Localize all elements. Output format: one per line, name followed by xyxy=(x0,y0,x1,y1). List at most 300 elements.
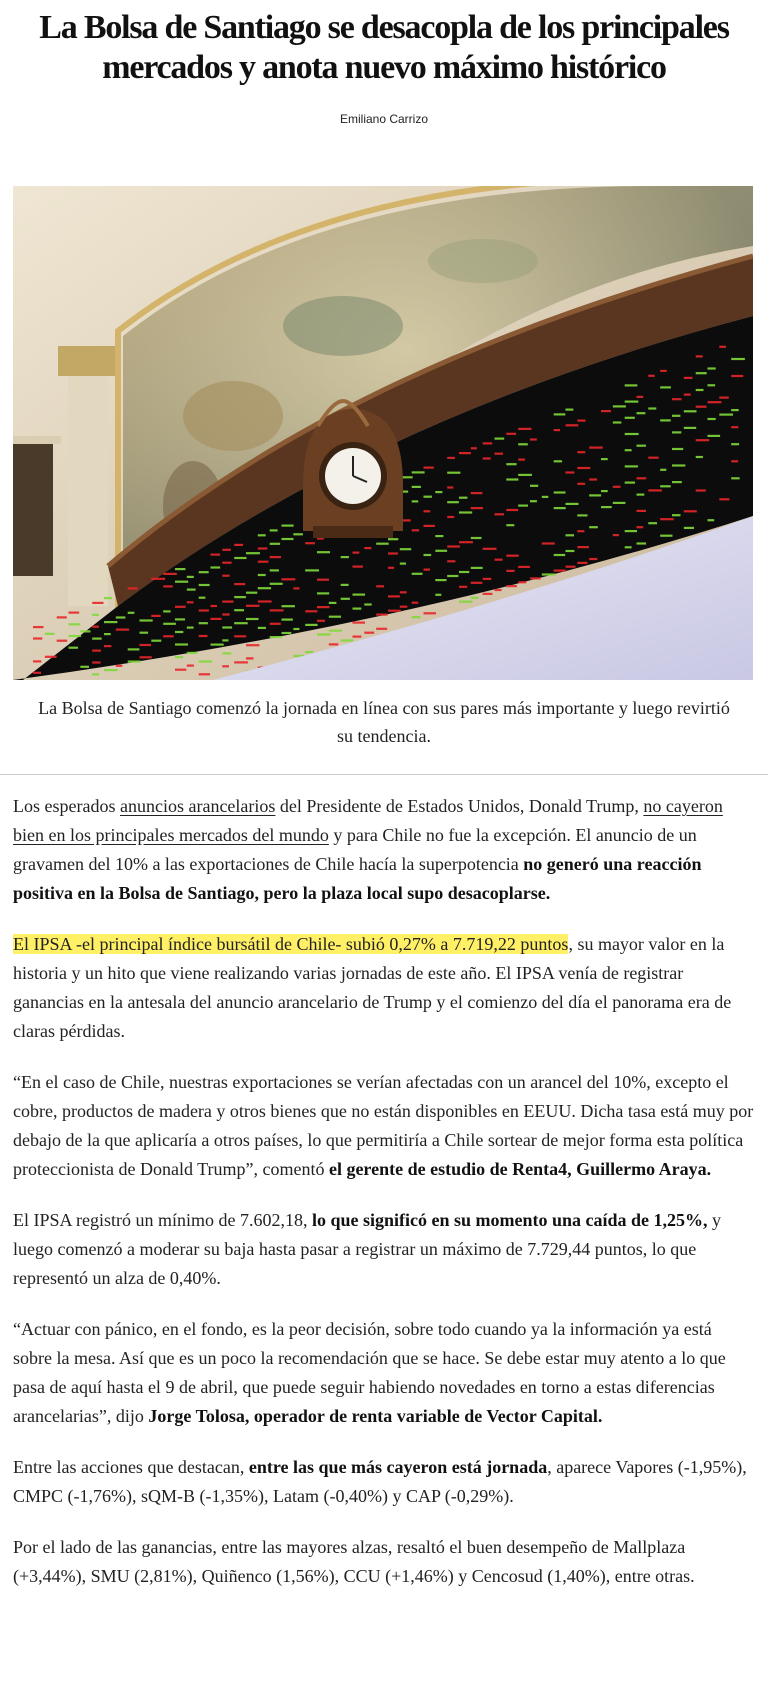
ticker-light xyxy=(719,414,733,416)
ticker-light xyxy=(696,439,710,441)
ticker-light xyxy=(708,418,716,420)
ticker-light xyxy=(589,478,597,480)
ticker-light xyxy=(447,516,454,518)
ticker-light xyxy=(222,652,231,654)
ticker-light xyxy=(69,647,79,649)
image-caption: La Bolsa de Santiago comenzó la jornada en línea con sus pares más importante y luego revirtió su tendencia. xyxy=(38,698,730,746)
ticker-light xyxy=(625,465,638,467)
ticker-light xyxy=(258,561,269,563)
ticker-light xyxy=(648,489,662,491)
ticker-light xyxy=(175,581,188,583)
ticker-light xyxy=(577,451,585,453)
ticker-light xyxy=(234,544,243,546)
ticker-light xyxy=(577,420,585,422)
ticker-light xyxy=(128,648,140,650)
ticker-light xyxy=(128,612,135,614)
ticker-light xyxy=(199,609,209,611)
ticker-light xyxy=(447,457,455,459)
ticker-light xyxy=(211,554,221,556)
ticker-light xyxy=(282,525,294,527)
ticker-light xyxy=(625,546,632,548)
ticker-light xyxy=(187,665,194,667)
ticker-light xyxy=(483,578,492,580)
ticker-light xyxy=(33,626,44,628)
ticker-light xyxy=(625,401,639,403)
ticker-light xyxy=(530,577,541,579)
ticker-light xyxy=(388,567,394,569)
ticker-light xyxy=(731,460,738,462)
ticker-light xyxy=(542,573,556,575)
ticker-light xyxy=(696,406,707,408)
ticker-light xyxy=(566,409,574,411)
ticker-light xyxy=(388,552,398,554)
ticker-light xyxy=(530,485,538,487)
ticker-light xyxy=(613,421,622,423)
ticker-light xyxy=(353,566,363,568)
ticker-light xyxy=(116,665,123,667)
ticker-light xyxy=(270,636,282,638)
hall-column-capital xyxy=(58,346,118,376)
ticker-light xyxy=(258,534,266,536)
ticker-light xyxy=(506,433,516,435)
ticker-light xyxy=(246,618,259,620)
ticker-light xyxy=(388,538,398,540)
ticker-light xyxy=(731,426,738,428)
ticker-light xyxy=(258,627,266,629)
ticker-light xyxy=(471,492,483,494)
ticker-light xyxy=(400,563,406,565)
paragraph-4: El IPSA registró un mínimo de 7.602,18, lo que significó en su momento una caída de 1,25%, y luego comenzó a moderar su baja hasta pasar a registrar un máximo de 7.729,44 puntos, lo que representó un alza de 0,40%. xyxy=(13,1210,722,1288)
ticker-light xyxy=(672,481,682,483)
ticker-light xyxy=(459,586,467,588)
ticker-light xyxy=(175,669,186,671)
ticker-light xyxy=(341,556,349,558)
ticker-light xyxy=(116,629,129,631)
ticker-light xyxy=(80,666,89,668)
ticker-light xyxy=(506,463,516,465)
divider xyxy=(0,774,768,775)
ticker-light xyxy=(175,656,183,658)
ticker-light xyxy=(353,594,366,596)
ticker-light xyxy=(258,574,266,576)
ticker-light xyxy=(625,384,638,386)
ticker-light xyxy=(696,389,704,391)
ticker-light xyxy=(435,491,442,493)
ticker-light xyxy=(104,621,117,623)
ticker-light xyxy=(92,626,99,628)
ticker-light xyxy=(495,453,504,455)
ticker-light xyxy=(234,596,246,598)
ticker-light xyxy=(424,496,432,498)
ticker-light xyxy=(199,673,210,675)
ticker-light xyxy=(577,483,585,485)
ticker-light xyxy=(672,464,685,466)
ticker-light xyxy=(601,410,611,412)
ticker-light xyxy=(542,542,555,544)
ticker-light xyxy=(222,575,229,577)
ticker-light xyxy=(246,552,260,554)
ticker-light xyxy=(199,584,210,586)
ticker-light xyxy=(199,571,209,573)
ticker-light xyxy=(577,530,584,532)
ticker-light xyxy=(601,506,612,508)
ticker-light xyxy=(719,346,726,348)
ticker-light xyxy=(637,412,646,414)
ticker-light xyxy=(116,616,126,618)
ticker-light xyxy=(554,570,566,572)
paragraph-7: Por el lado de las ganancias, entre las mayores alzas, resaltó el buen desempeño de Mallplaza (+3,44%), SMU (2,81%), Quiñenco (1,56%), CCU (+1,46%) y Cencosud (1,40%), entre otras. xyxy=(13,1537,695,1586)
ticker-light xyxy=(554,429,560,431)
ticker-light xyxy=(33,672,41,674)
ticker-light xyxy=(175,568,185,570)
ticker-light xyxy=(672,514,681,516)
ticker-light xyxy=(542,496,549,498)
ticker-light xyxy=(199,622,208,624)
ticker-light xyxy=(648,407,656,409)
ticker-light xyxy=(459,497,467,499)
ticker-light xyxy=(222,639,228,641)
ticker-light xyxy=(625,482,635,484)
ticker-light xyxy=(305,651,313,653)
ticker-light xyxy=(459,601,472,603)
ticker-light xyxy=(293,587,299,589)
ticker-light xyxy=(613,502,626,504)
ticker-light xyxy=(660,469,666,471)
ticker-light xyxy=(684,510,697,512)
paragraph-2: El IPSA -el principal índice bursátil de Chile- subió 0,27% a 7.719,22 puntos, su mayor valor en la historia y un hito que viene realizando varias jornadas de este año. El IPSA venía de registrar ganancias en la antesala del anuncio arancelario de Trump y el comienzo del día el panorama era de claras pérdidas. xyxy=(13,934,732,1041)
ticker-light xyxy=(412,471,425,473)
ticker-light xyxy=(589,558,597,560)
ticker-light xyxy=(329,602,337,604)
ticker-light xyxy=(506,585,517,587)
ticker-light xyxy=(648,522,657,524)
ticker-light xyxy=(672,448,683,450)
ticker-light xyxy=(293,533,303,535)
ticker-light xyxy=(447,486,453,488)
ticker-light xyxy=(708,384,716,386)
ticker-light xyxy=(234,583,245,585)
ticker-light xyxy=(104,669,118,671)
ticker-light xyxy=(506,478,518,480)
ticker-light xyxy=(317,620,325,622)
ticker-light xyxy=(234,609,244,611)
ticker-light xyxy=(140,644,152,646)
ticker-light xyxy=(672,415,680,417)
ticker-light xyxy=(282,605,295,607)
ticker-light xyxy=(92,673,99,675)
ticker-light xyxy=(518,505,528,507)
ticker-light xyxy=(317,606,329,608)
ticker-light xyxy=(400,548,411,550)
ticker-light xyxy=(566,534,575,536)
ticker-light xyxy=(660,535,672,537)
ticker-light xyxy=(495,438,505,440)
ticker-light xyxy=(57,616,67,618)
ticker-light xyxy=(424,525,435,527)
ticker-light xyxy=(282,632,292,634)
ticker-light xyxy=(270,623,281,625)
ticker-light xyxy=(341,584,349,586)
ticker-light xyxy=(92,650,101,652)
ticker-light xyxy=(211,566,221,568)
ticker-light xyxy=(412,529,419,531)
ticker-light xyxy=(719,498,729,500)
ticker-light xyxy=(708,519,715,521)
ticker-light xyxy=(518,443,528,445)
ticker-light xyxy=(222,562,231,564)
ticker-light xyxy=(459,511,472,513)
ticker-light xyxy=(696,489,706,491)
ticker-light xyxy=(471,567,483,569)
ticker-light xyxy=(435,535,443,537)
ticker-light xyxy=(222,626,232,628)
ticker-light xyxy=(270,569,279,571)
ticker-light xyxy=(246,605,260,607)
ticker-light xyxy=(459,571,469,573)
ticker-light xyxy=(163,623,176,625)
ticker-light xyxy=(660,386,671,388)
ticker-light xyxy=(518,474,532,476)
ticker-light xyxy=(483,548,497,550)
ticker-light xyxy=(447,501,459,503)
ticker-light xyxy=(199,660,213,662)
ticker-light xyxy=(317,633,331,635)
ticker-light xyxy=(293,628,299,630)
ticker-light xyxy=(613,405,626,407)
ticker-light xyxy=(246,644,259,646)
ticker-light xyxy=(222,601,233,603)
ticker-light xyxy=(412,573,423,575)
ticker-light xyxy=(577,514,587,516)
link-mercados-del-mundo[interactable]: no cayeron bien en los principales mercados del mundo xyxy=(13,796,723,845)
ticker-light xyxy=(69,623,81,625)
ticker-light xyxy=(128,661,141,663)
ticker-light xyxy=(696,355,703,357)
ticker-light xyxy=(69,612,80,614)
ticker-light xyxy=(589,494,601,496)
ticker-light xyxy=(45,656,57,658)
ticker-light xyxy=(601,458,608,460)
ticker-light xyxy=(530,438,537,440)
ticker-light xyxy=(69,635,82,637)
ticker-light xyxy=(234,622,248,624)
ticker-light xyxy=(270,609,284,611)
ticker-light xyxy=(495,589,502,591)
ticker-light xyxy=(364,603,371,605)
ticker-light xyxy=(625,449,632,451)
article-body xyxy=(13,792,755,1613)
ticker-light xyxy=(341,598,350,600)
ticker-light xyxy=(424,510,431,512)
ticker-light xyxy=(33,637,42,639)
ticker-light xyxy=(554,554,566,556)
ticker-light xyxy=(45,633,55,635)
ticker-light xyxy=(625,530,637,532)
ticker-light xyxy=(175,643,188,645)
ticker-light xyxy=(163,585,173,587)
ticker-light xyxy=(270,529,278,531)
ticker-light xyxy=(684,410,697,412)
ticker-light xyxy=(57,640,67,642)
ticker-light xyxy=(128,587,138,589)
ticker-light xyxy=(613,486,621,488)
ticker-light xyxy=(731,443,739,445)
ticker-light xyxy=(246,592,257,594)
ticker-light xyxy=(459,452,471,454)
ticker-light xyxy=(163,635,174,637)
ticker-light xyxy=(731,409,739,411)
ticker-light xyxy=(353,552,360,554)
ticker-light xyxy=(329,616,341,618)
ticker-light xyxy=(187,652,198,654)
ticker-light xyxy=(672,431,681,433)
ticker-light xyxy=(459,541,473,543)
ticker-light xyxy=(364,632,374,634)
ticker-light xyxy=(329,630,342,632)
ticker-light xyxy=(412,500,419,502)
ticker-light xyxy=(708,401,722,403)
ticker-light xyxy=(187,589,196,591)
ticker-light xyxy=(719,397,729,399)
ticker-light xyxy=(471,582,483,584)
ticker-light xyxy=(199,635,208,637)
ticker-light xyxy=(731,358,745,360)
ticker-light xyxy=(140,656,152,658)
ticker-light xyxy=(495,559,503,561)
ticker-light xyxy=(400,606,408,608)
ticker-light xyxy=(317,592,329,594)
ticker-light xyxy=(447,545,460,547)
ticker-light xyxy=(435,579,446,581)
ticker-light xyxy=(376,614,387,616)
ticker-light xyxy=(637,494,645,496)
ticker-light xyxy=(530,500,537,502)
ticker-light xyxy=(637,510,647,512)
ticker-light xyxy=(104,645,111,647)
paragraph-3: “En el caso de Chile, nuestras exportaciones se verían afectadas con un arancel del 10%, excepto el cobre, productos de madera y otros bienes que no están disponibles en EEUU. Dicha tasa está muy por debajo de la que aplicaría a otros países, lo que permitiría a Chile sortear de mejor forma esta política proteccionista de Donald Trump”, comentó el gerente de estudio de Renta4, Guillermo Araya. xyxy=(13,1072,754,1179)
ticker-light xyxy=(495,513,505,515)
ticker-light xyxy=(424,569,431,571)
ticker-light xyxy=(353,622,366,624)
ticker-light xyxy=(364,547,371,549)
ticker-light xyxy=(637,477,647,479)
ticker-light xyxy=(506,570,514,572)
ticker-light xyxy=(684,394,691,396)
ticker-light xyxy=(506,524,514,526)
ticker-light xyxy=(353,608,362,610)
ticker-light xyxy=(305,624,317,626)
ticker-light xyxy=(506,509,518,511)
ticker-light xyxy=(684,527,694,529)
ticker-light xyxy=(222,665,229,667)
ticker-light xyxy=(660,419,671,421)
ticker-light xyxy=(258,547,268,549)
ticker-light xyxy=(175,606,186,608)
ticker-light xyxy=(163,573,177,575)
ticker-light xyxy=(270,583,283,585)
ticker-light xyxy=(376,585,384,587)
ticker-light xyxy=(471,507,483,509)
ticker-light xyxy=(317,579,329,581)
ticker-light xyxy=(317,551,330,553)
ticker-light xyxy=(246,657,254,659)
ticker-light xyxy=(282,619,293,621)
ticker-light xyxy=(412,602,419,604)
ticker-light xyxy=(447,472,460,474)
ticker-light xyxy=(187,576,194,578)
ticker-light xyxy=(435,594,441,596)
ticker-light xyxy=(637,526,644,528)
ticker-light xyxy=(388,610,401,612)
ticker-light xyxy=(660,485,671,487)
paragraph-6: Entre las acciones que destacan, entre las que más cayeron está jornada, aparece Vapores (-1,95%), CMPC (-1,76%), sQM-B (-1,35%), Latam (-0,40%) y CAP (-0,29%). xyxy=(13,1457,747,1506)
hall-window xyxy=(13,436,53,576)
ticker-light xyxy=(211,605,218,607)
article-title: La Bolsa de Santiago se desacopla de los principales mercados y anota nuevo máximo histórico xyxy=(39,9,729,86)
ticker-light xyxy=(92,602,103,604)
ticker-light xyxy=(554,460,562,462)
ticker-light xyxy=(175,631,183,633)
ticker-light xyxy=(447,575,458,577)
ticker-light xyxy=(648,457,658,459)
ticker-light xyxy=(483,442,493,444)
ticker-light xyxy=(637,445,646,447)
link-anuncios-arancelarios[interactable]: anuncios arancelarios xyxy=(119,796,276,816)
ticker-light xyxy=(234,661,248,663)
ticker-light xyxy=(708,367,716,369)
article-author[interactable]: Emiliano Carrizo xyxy=(339,112,429,126)
ticker-light xyxy=(731,375,743,377)
ticker-light xyxy=(376,543,389,545)
ticker-light xyxy=(566,566,576,568)
ticker-light xyxy=(589,526,598,528)
article-hero-image xyxy=(13,186,753,680)
paragraph-1: Los esperados anuncios arancelarios del Presidente de Estados Unidos, Donald Trump, no cayeron bien en los principales mercados del mundo y para Chile no fue la excepción. El anuncio de un gravamen del 10% a las exportaciones de Chile hacía la superpotencia no generó una reacción positiva en la Bolsa de Santiago, pero la plaza local supo desacoplarse. xyxy=(13,796,723,903)
ticker-light xyxy=(388,595,400,597)
ticker-light xyxy=(92,638,101,640)
ticker-light xyxy=(589,447,603,449)
ticker-light xyxy=(566,424,579,426)
ticker-light xyxy=(424,554,432,556)
ticker-light xyxy=(684,427,696,429)
paragraph-5: “Actuar con pánico, en el fondo, es la peor decisión, sobre todo cuando ya la información ya está sobre la mesa. Así que es un poco la recomendación que se hace. Se debe estar muy atento a lo que pasa de aquí hasta el 9 de abril, que puede seguir habiendo novedades en torno a estas diferencias arancelarias”, dijo Jorge Tolosa, operador de renta variable de Vector Capital. xyxy=(13,1319,726,1426)
ticker-light xyxy=(175,618,185,620)
ticker-light xyxy=(660,518,674,520)
ticker-light xyxy=(305,610,317,612)
ticker-light xyxy=(471,447,477,449)
ticker-light xyxy=(566,550,575,552)
ticker-light xyxy=(506,555,519,557)
ticker-light xyxy=(258,587,271,589)
ticker-light xyxy=(234,635,246,637)
ticker-light xyxy=(234,557,246,559)
ticker-light xyxy=(471,597,479,599)
ticker-light xyxy=(412,616,421,618)
ticker-light xyxy=(554,507,566,509)
ticker-light xyxy=(140,632,149,634)
ticker-light xyxy=(222,613,229,615)
ticker-light xyxy=(625,433,639,435)
ticker-light xyxy=(424,612,437,614)
ticker-light xyxy=(601,490,608,492)
ticker-light xyxy=(151,640,161,642)
ticker-light xyxy=(518,581,526,583)
ticker-light xyxy=(483,593,493,595)
ticker-light xyxy=(637,396,644,398)
ticker-light xyxy=(270,556,281,558)
ticker-light xyxy=(412,486,421,488)
ticker-light xyxy=(187,627,194,629)
